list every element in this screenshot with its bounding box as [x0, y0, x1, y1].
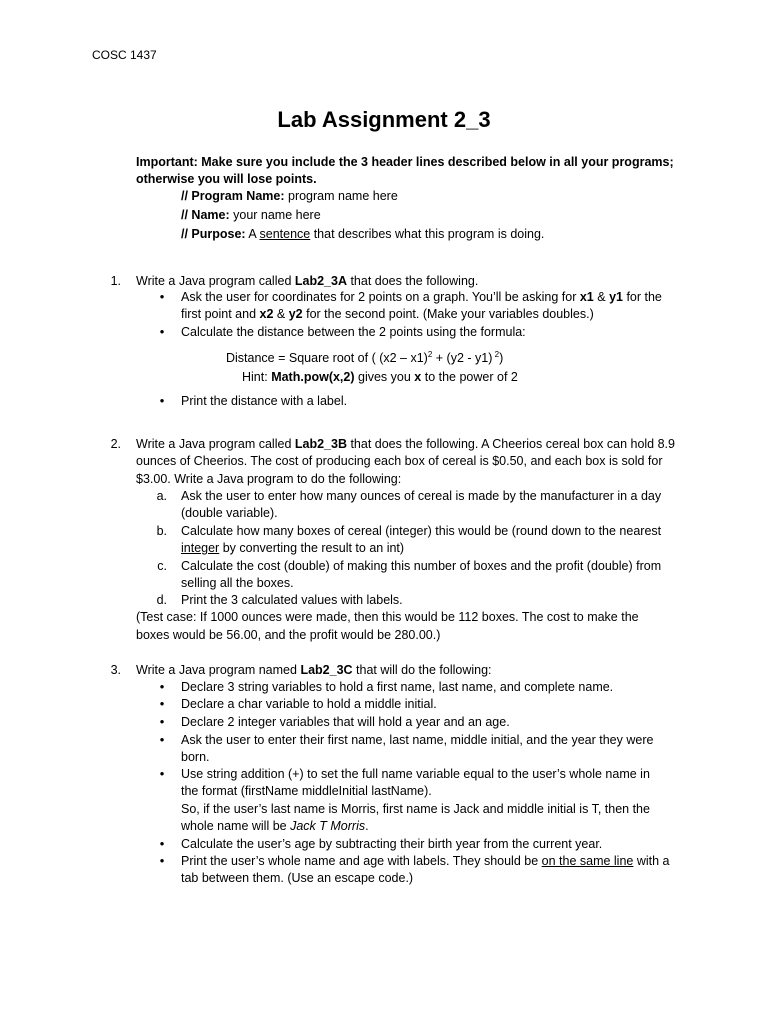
q1-bullet-2: Calculate the distance between the 2 points using the formula: — [181, 325, 526, 339]
q2-item-a-line-1: Ask the user to enter how many ounces of cereal is made by the manufacturer in a day — [181, 489, 662, 503]
q2-intro-line-1: Write a Java program called Lab2_3B that does the following. A Cheerios cereal box can hold 8.9 — [136, 437, 675, 451]
q2-item-c-line-1: Calculate the cost (double) of making this number of boxes and the profit (double) from — [181, 559, 662, 573]
q3-bullet-1: Declare 3 string variables to hold a first name, last name, and complete name. — [181, 680, 614, 694]
important-line-1: Important: Make sure you include the 3 header lines described below in all your programs; — [136, 155, 674, 169]
q3-bullet-5-line-4: whole name will be Jack T Morris. — [181, 819, 369, 833]
bullet: • — [159, 836, 165, 851]
q2-item-d-line-1: Print the 3 calculated values with labels. — [181, 593, 403, 607]
q2-item-b-line-2: integer by converting the result to an int) — [181, 541, 405, 555]
bullet: • — [159, 714, 165, 729]
course-code: COSC 1437 — [92, 48, 157, 62]
bullet: • — [159, 289, 165, 304]
q3-intro: Write a Java program named Lab2_3C that will do the following: — [136, 663, 492, 677]
bullet: • — [159, 393, 165, 408]
q2-test-case-line-1: (Test case: If 1000 ounces were made, then this would be 112 boxes. The cost to make the — [136, 610, 639, 624]
bullet: • — [159, 732, 165, 747]
q2-test-case-line-2: boxes would be 56.00, and the profit would be 280.00.) — [136, 628, 441, 642]
q1-bullet-3: Print the distance with a label. — [181, 394, 348, 408]
q1-bullet-1-line-2: first point and x2 & y2 for the second point. (Make your variables doubles.) — [181, 307, 594, 321]
formula-hint: Hint: Math.pow(x,2) gives you x to the power of 2 — [242, 370, 518, 384]
q1-intro: Write a Java program called Lab2_3A that does the following. — [136, 274, 479, 288]
bullet: • — [159, 696, 165, 711]
q1-bullet-1-line-1: Ask the user for coordinates for 2 points on a graph. You’ll be asking for x1 & y1 for the — [181, 290, 662, 304]
q3-bullet-4-line-1: Ask the user to enter their first name, last name, middle initial, and the year they were — [181, 733, 654, 747]
q3-bullet-3: Declare 2 integer variables that will hold a year and an age. — [181, 715, 510, 729]
bullet: • — [159, 766, 165, 781]
important-line-2: otherwise you will lose points. — [136, 172, 317, 186]
header-line-name: // Name: your name here — [181, 208, 321, 222]
q3-bullet-5-line-2: the format (firstName middleInitial lastName). — [181, 784, 432, 798]
q3-bullet-5-line-3: So, if the user’s last name is Morris, first name is Jack and middle initial is T, then the — [181, 802, 650, 816]
q1-number: 1. — [110, 274, 121, 288]
q3-bullet-7-line-1: Print the user’s whole name and age with labels. They should be on the same line with a — [181, 854, 670, 868]
q2-item-a-label: a. — [156, 489, 167, 503]
header-line-program-name: // Program Name: program name here — [181, 189, 398, 203]
bullet: • — [159, 324, 165, 339]
q3-bullet-4-line-2: born. — [181, 750, 210, 764]
q2-item-b-line-1: Calculate how many boxes of cereal (integer) this would be (round down to the nearest — [181, 524, 662, 538]
q2-intro-line-3: $3.00. Write a Java program to do the following: — [136, 472, 402, 486]
q2-item-a-line-2: (double variable). — [181, 506, 278, 520]
q2-intro-line-2: ounces of Cheerios. The cost of producing each box of cereal is $0.50, and each box is sold for — [136, 454, 663, 468]
page-title: Lab Assignment 2_3 — [277, 107, 491, 132]
q3-bullet-5-line-1: Use string addition (+) to set the full name variable equal to the user’s whole name in — [181, 767, 650, 781]
bullet: • — [159, 679, 165, 694]
distance-formula: Distance = Square root of ( (x2 – x1)$^2$ + (y2 - y1) $^2$) — [226, 350, 504, 365]
q2-item-d-label: d. — [156, 593, 167, 607]
q2-item-c-label: c. — [157, 559, 167, 573]
q2-number: 2. — [110, 437, 121, 451]
q3-number: 3. — [110, 663, 121, 677]
q2-item-c-line-2: selling all the boxes. — [181, 576, 294, 590]
q3-bullet-7-line-2: tab between them. (Use an escape code.) — [181, 871, 414, 885]
q3-bullet-2: Declare a char variable to hold a middle initial. — [181, 697, 437, 711]
bullet: • — [159, 853, 165, 868]
q2-item-b-label: b. — [156, 524, 167, 538]
header-line-purpose: // Purpose: A sentence that describes what this program is doing. — [181, 227, 545, 241]
q3-bullet-6: Calculate the user’s age by subtracting their birth year from the current year. — [181, 837, 603, 851]
